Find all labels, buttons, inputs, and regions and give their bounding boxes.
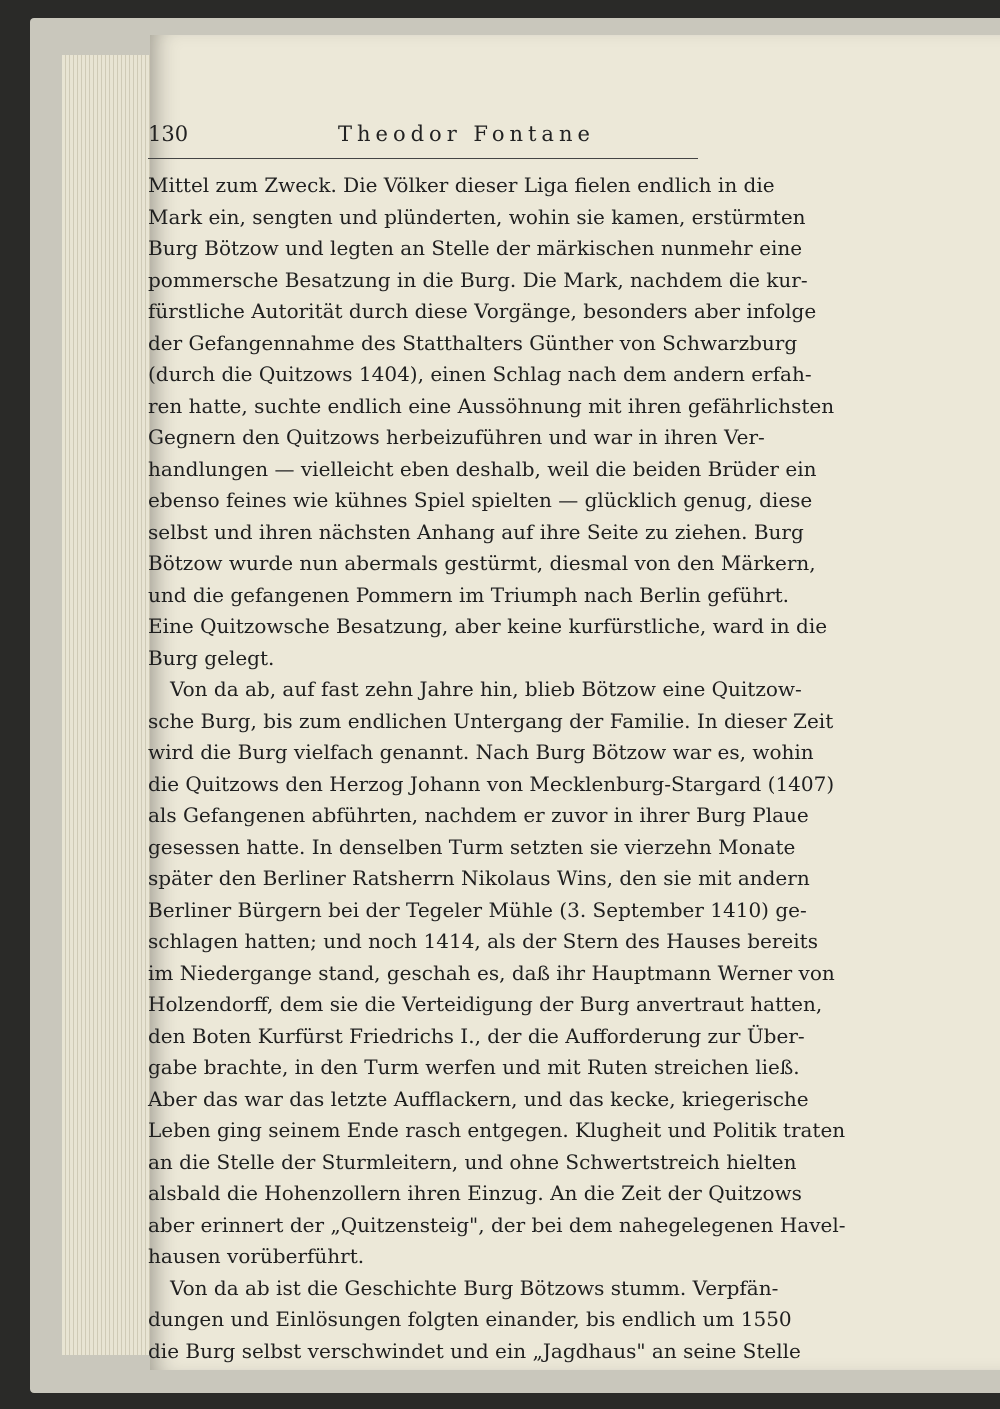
text-line: die Burg selbst verschwindet und ein „Jagdhaus" an seine Stelle bbox=[148, 1338, 801, 1363]
text-line: (durch die Quitzows 1404), einen Schlag nach dem andern erfah- bbox=[148, 362, 812, 386]
text-line: an die Stelle der Sturmleitern, und ohne Schwertstreich hielten bbox=[148, 1149, 797, 1174]
paragraph bbox=[148, 1273, 801, 1368]
text-line: der Gefangennahme des Statthalters Günther von Schwarzburg bbox=[148, 330, 798, 355]
text-line: Aber das war das letzte Aufflackern, und das kecke, kriegerische bbox=[148, 1086, 809, 1111]
paragraph bbox=[148, 674, 846, 1273]
text-line: gesessen hatte. In denselben Turm setzten sie vierzehn Monate bbox=[148, 834, 796, 859]
text-line: Mittel zum Zweck. Die Völker dieser Liga fielen endlich in die bbox=[148, 173, 775, 197]
text-line: Burg Bötzow und legten an Stelle der märkischen nunmehr eine bbox=[148, 236, 803, 260]
text-line: fürstliche Autorität durch diese Vorgänge, besonders aber infolge bbox=[148, 299, 817, 323]
text-line: sche Burg, bis zum endlichen Untergang der Familie. In dieser Zeit bbox=[148, 708, 834, 733]
text-line: selbst und ihren nächsten Anhang auf ihre Seite zu ziehen. Burg bbox=[148, 519, 804, 544]
text-line: hausen vorüberführt. bbox=[148, 1244, 365, 1268]
text-line: dungen und Einlösungen folgten einander, bis endlich um 1550 bbox=[148, 1307, 792, 1331]
text-line: den Boten Kurfürst Friedrichs I., der die Aufforderung zur Über- bbox=[148, 1023, 805, 1048]
text-line: Burg gelegt. bbox=[148, 645, 275, 670]
text-line: als Gefangenen abführten, nachdem er zuvor in ihrer Burg Plaue bbox=[148, 803, 809, 827]
text-line: Gegnern den Quitzows herbeizuführen und war in ihren Ver- bbox=[148, 425, 765, 449]
text-line: die Quitzows den Herzog Johann von Mecklenburg-Stargard (1407) bbox=[148, 771, 835, 796]
page-header bbox=[148, 118, 698, 159]
text-line: Von da ab, auf fast zehn Jahre hin, blieb Bötzow eine Quitzow- bbox=[170, 677, 802, 701]
text-line: pommersche Besatzung in die Burg. Die Mark, nachdem die kur- bbox=[148, 267, 808, 292]
text-line: schlagen hatten; und noch 1414, als der Stern des Hauses bereits bbox=[148, 929, 818, 953]
page-number: 130 bbox=[148, 122, 189, 146]
text-line: im Niedergange stand, geschah es, daß ihr Hauptmann Werner von bbox=[148, 960, 835, 985]
text-line: alsbald die Hohenzollern ihren Einzug. An die Zeit der Quitzows bbox=[148, 1181, 802, 1205]
text-line: Von da ab ist die Geschichte Burg Bötzows stumm. Verpfän- bbox=[170, 1275, 779, 1300]
text-line: aber erinnert der „Quitzensteig", der bei dem nahegelegenen Havel- bbox=[148, 1212, 846, 1237]
text-line: wird die Burg vielfach genannt. Nach Burg Bötzow war es, wohin bbox=[148, 740, 814, 764]
body-text bbox=[148, 170, 846, 1367]
text-line: und die gefangenen Pommern im Triumph nach Berlin geführt. bbox=[148, 582, 790, 607]
text-line: ebenso feines wie kühnes Spiel spielten — glücklich genug, diese bbox=[148, 488, 813, 512]
text-line: Mark ein, sengten und plünderten, wohin sie kamen, erstürmten bbox=[148, 204, 806, 229]
text-line: gabe brachte, in den Turm werfen und mit Ruten streichen ließ. bbox=[148, 1055, 800, 1079]
text-line: Berliner Bürgern bei der Tegeler Mühle (3. September 1410) ge- bbox=[148, 897, 807, 922]
text-line: Bötzow wurde nun abermals gestürmt, diesmal von den Märkern, bbox=[148, 551, 816, 575]
text-line: Holzendorff, dem sie die Verteidigung der Burg anvertraut hatten, bbox=[148, 992, 823, 1016]
text-line: ren hatte, suchte endlich eine Aussöhnung mit ihren gefährlichsten bbox=[148, 393, 835, 418]
paragraph bbox=[148, 170, 835, 674]
text-line: Leben ging seinem Ende rasch entgegen. Klugheit und Politik traten bbox=[148, 1118, 846, 1142]
text-line: handlungen — vielleicht eben deshalb, weil die beiden Brüder ein bbox=[148, 456, 817, 481]
text-line: später den Berliner Ratsherrn Nikolaus Wins, den sie mit andern bbox=[148, 866, 810, 890]
text-line: Eine Quitzowsche Besatzung, aber keine kurfürstliche, ward in die bbox=[148, 614, 828, 638]
running-title: Theodor Fontane bbox=[338, 122, 595, 146]
